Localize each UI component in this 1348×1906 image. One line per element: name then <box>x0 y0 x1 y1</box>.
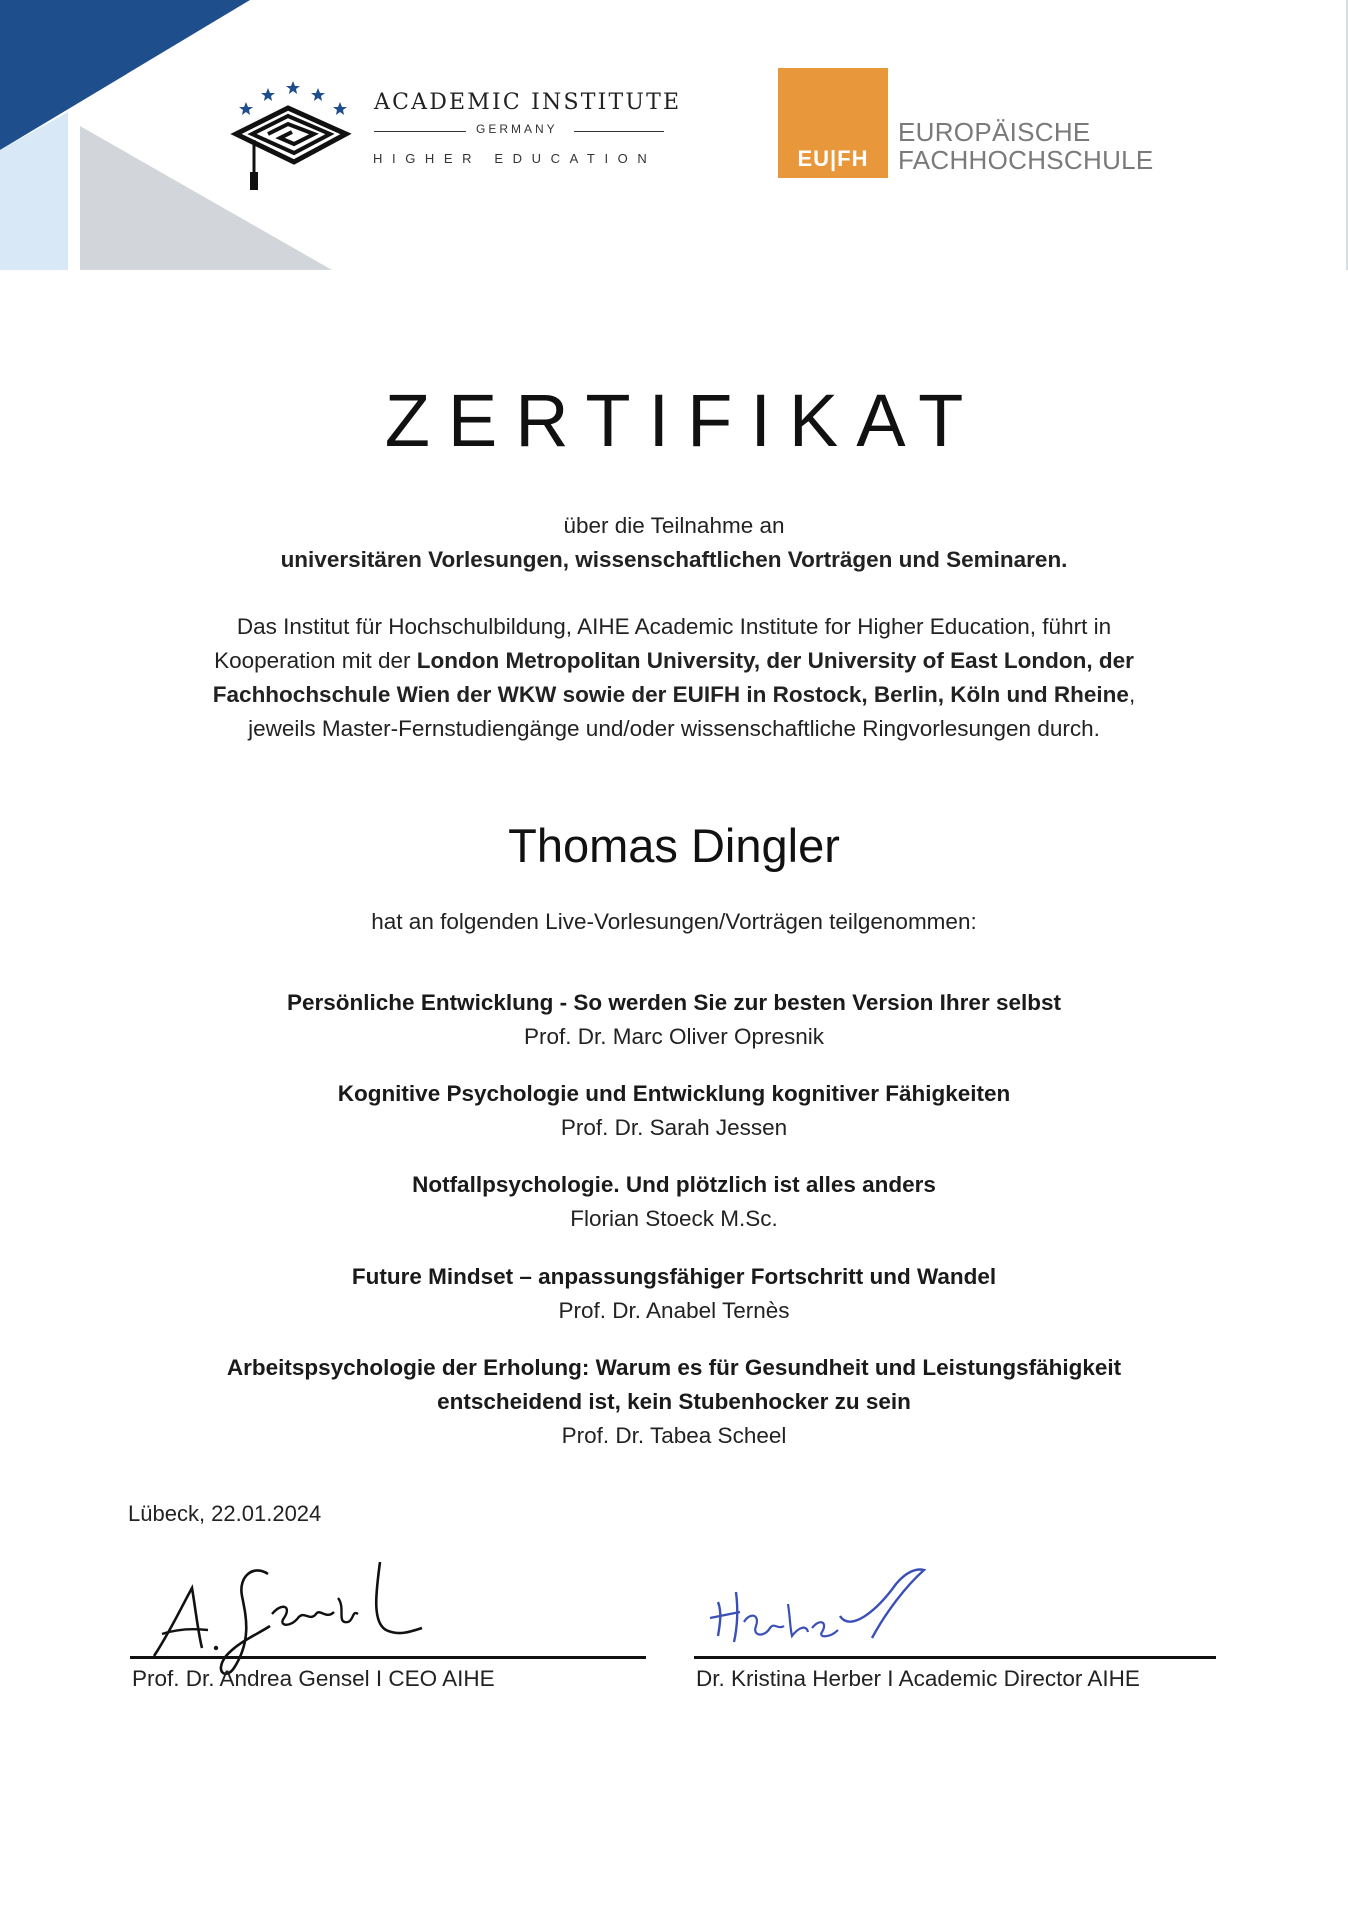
lecture-item <box>0 1077 1348 1145</box>
signature-label: Dr. Kristina Herber I Academic Director AIHE <box>696 1666 1140 1691</box>
signature-herber <box>700 1552 960 1682</box>
aihe-country: GERMANY <box>476 122 558 136</box>
description-line4: jeweils Master-Fernstudiengänge und/oder wissenschaftliche Ringvorlesungen durch. <box>248 716 1100 741</box>
eufh-name-line1: EUROPÄISCHE <box>898 117 1091 147</box>
description-line2 <box>0 644 1348 678</box>
aihe-subtitle: HIGHER EDUCATION <box>373 151 657 166</box>
description <box>0 610 1348 746</box>
graduation-cap-icon <box>228 78 358 198</box>
divider <box>574 131 664 132</box>
aihe-title: ACADEMIC INSTITUTE <box>374 90 682 115</box>
lecture-item <box>0 1351 1348 1453</box>
recipient-name: Thomas Dingler <box>508 819 840 872</box>
lecture-title: Future Mindset – anpassungsfähiger Fortschritt und Wandel <box>351 1264 997 1289</box>
lecture-speaker: Prof. Dr. Anabel Ternès <box>558 1298 790 1323</box>
lecture-item <box>0 1260 1348 1328</box>
lecture-item <box>0 1168 1348 1236</box>
description-line1: Das Institut für Hochschulbildung, AIHE Academic Institute for Higher Education, führt in <box>236 614 1112 639</box>
partner-universities: Fachhochschule Wien der WKW sowie der EUIFH in Rostock, Berlin, Köln und Rheine <box>212 682 1129 707</box>
signature-line <box>694 1656 1216 1659</box>
signature-line <box>130 1656 646 1659</box>
participation-text: hat an folgenden Live-Vorlesungen/Vorträgen teilgenommen: <box>371 909 977 934</box>
description-text: , <box>1128 682 1136 707</box>
intro-line2: universitären Vorlesungen, wissenschaftlichen Vorträgen und Seminaren. <box>280 547 1068 572</box>
lecture-item <box>0 986 1348 1054</box>
intro-line1: über die Teilnahme an <box>563 513 785 538</box>
partner-universities: London Metropolitan University, der University of East London, der <box>416 648 1134 673</box>
lecture-speaker: Prof. Dr. Sarah Jessen <box>560 1115 788 1140</box>
eufh-name <box>898 118 1154 174</box>
aihe-logo <box>228 78 682 198</box>
eufh-box-text: EU|FH <box>797 146 869 171</box>
lecture-speaker: Florian Stoeck M.Sc. <box>570 1206 778 1231</box>
certificate-title: ZERTIFIKAT <box>384 379 982 462</box>
lecture-title: Persönliche Entwicklung - So werden Sie zur besten Version Ihrer selbst <box>287 990 1061 1015</box>
lecture-title: entscheidend ist, kein Stubenhocker zu sein <box>437 1389 911 1414</box>
place-date: Lübeck, 22.01.2024 <box>128 1501 322 1526</box>
lecture-speaker: Prof. Dr. Marc Oliver Opresnik <box>523 1024 825 1049</box>
lecture-title: Notfallpsychologie. Und plötzlich ist alles anders <box>412 1172 936 1197</box>
eufh-logo-box <box>778 68 888 178</box>
lecture-title: Kognitive Psychologie und Entwicklung kognitiver Fähigkeiten <box>337 1081 1011 1106</box>
eufh-name-line2: FACHHOCHSCHULE <box>898 145 1154 175</box>
divider <box>374 131 466 132</box>
lecture-title: Arbeitspsychologie der Erholung: Warum es für Gesundheit und Leistungsfähigkeit <box>226 1355 1122 1380</box>
signature-gensel <box>140 1552 440 1682</box>
description-text: Kooperation mit der <box>214 648 417 673</box>
lecture-speaker: Prof. Dr. Tabea Scheel <box>561 1423 787 1448</box>
description-line3 <box>0 678 1348 712</box>
signature-label: Prof. Dr. Andrea Gensel I CEO AIHE <box>132 1666 495 1691</box>
